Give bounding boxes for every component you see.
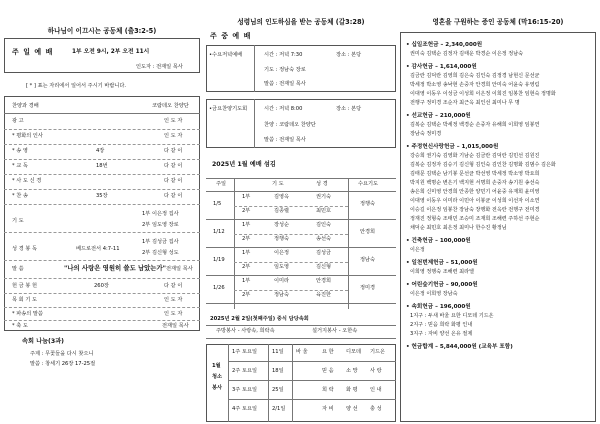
order-label: * 평화의 인사 <box>12 133 43 139</box>
order-right: 다 같 이 <box>164 163 183 169</box>
cleaning-week: 2주 토요일 <box>232 368 257 374</box>
order-label: * 찬 송 <box>12 193 28 199</box>
column-offering <box>400 0 596 350</box>
cleaning-label-1: 1월 <box>212 363 221 369</box>
roster-service: 1부 <box>242 250 251 256</box>
order-label: * 송 영 <box>12 148 28 154</box>
offering-names: 1지구 : 두새 바울 요한 디모데 기드온 <box>410 313 494 319</box>
wed-place: 장소 : 본당 <box>336 52 362 58</box>
offering-names: 2지구 : 믿음 희락 화평 인내 <box>410 322 473 328</box>
roster-scripture: 최민호 <box>316 208 332 214</box>
order-label: * 축 도 <box>12 323 28 329</box>
roster-scripture: 육진한 <box>316 292 332 298</box>
scripture-passage: 베드로전서 4:7-11 <box>76 246 120 252</box>
offering-hymn: 260장 <box>94 283 109 289</box>
order-label: 목 회 기 도 <box>12 297 37 303</box>
cleaning-group: 자 비 <box>322 406 334 412</box>
roster-date: 1/5 <box>213 201 222 207</box>
offering-names: 김복순 김정자 김승기 김신형 김인숙 김인찬 김명화 김범수 김은화 <box>410 162 556 168</box>
order-right: 다 같 이 <box>164 148 183 154</box>
order-right: 인 도 자 <box>164 297 183 303</box>
sunday-worship-time: 1부 오전 9시, 2부 오전 11시 <box>72 49 150 55</box>
cleaning-date: 11일 <box>272 349 284 355</box>
order-right: 인 도 자 <box>164 118 183 124</box>
order-mid: 4장 <box>96 148 105 154</box>
wed-word: 말씀 : 전재일 목사 <box>264 81 306 87</box>
col3-title: 영혼을 구원하는 증인 공동체 (막16:15-20) <box>432 18 564 26</box>
cleaning-week: 4주 토요일 <box>232 406 257 412</box>
fellowship-theme: 주제 : 무꽃들을 다시 찾으니 <box>30 351 94 357</box>
column-sunday <box>4 0 200 367</box>
fri-praise: 찬양 : 코람데오 찬양단 <box>264 122 316 128</box>
roster-prayer: 이미라 <box>274 278 290 284</box>
roster-scripture: 김신형 <box>316 264 332 270</box>
roster-prayer: 이은정 <box>274 250 290 256</box>
prayer-label: 기 도 <box>12 218 24 224</box>
offering-names: 강승희 권기숙 김영화 기남순 김금란 김덕란 김민선 김원진 <box>410 153 540 159</box>
order-right: 다 같 이 <box>164 193 183 199</box>
roster-prayer: 장성순 <box>274 222 290 228</box>
roster-scripture: 김성금 <box>316 250 332 256</box>
roster-prayer: 정남숙 <box>274 292 290 298</box>
cleaning-group: 바 울 <box>296 349 308 355</box>
fri-word: 말씀 : 전재일 목사 <box>264 137 306 143</box>
offering-names: 이희영 정행숙 조해련 최라엘 <box>410 269 474 275</box>
offering-heading: • 선교헌금 – 210,000원 <box>406 113 471 119</box>
fri-time: 시간 : 저녁 8:00 <box>264 106 303 112</box>
roster-head-wed: 수요기도 <box>358 181 379 187</box>
roster-service: 2부 <box>242 208 251 214</box>
roster-head-prayer: 기 도 <box>272 181 284 187</box>
cleaning-date: 2/1일 <box>272 406 286 412</box>
offering-names: 박지원 백명순 변은기 백지현 서명희 손중자 송기원 송선숙 <box>410 180 540 186</box>
wed-label: •수요저녁예배 <box>209 52 243 58</box>
offering-heading: • 헌금합계 – 5,844,000원 (교육부 포함) <box>406 344 513 350</box>
roster-title: 2025년 1월 예배 섬김 <box>212 161 276 168</box>
order-label: * 사 도 신 경 <box>12 178 42 184</box>
fri-place: 장소 : 본당 <box>336 106 362 112</box>
cleaning-label-3: 봉사 <box>212 385 223 391</box>
roster-wed: 정남숙 <box>360 257 376 263</box>
roster-date: 1/12 <box>213 229 225 235</box>
roster-prayer: 임도영 <box>274 264 290 270</box>
offering-names: 전행구 정미경 조순자 최근옥 최인선 최미나 무 명 <box>410 100 520 106</box>
scripture-label: 성 경 봉 독 <box>12 246 37 252</box>
offering-names: 박세정 박소영 송낙현 손중자 안경희 안미숙 어윤숙 유영림 <box>410 82 540 88</box>
roster-scripture: 김인숙 <box>316 222 332 228</box>
offering-names: 이승길 이은정 임봉찬 장남숙 장행화 전옥란 전행구 전미경 <box>410 207 540 213</box>
offering-heading: • 십일조헌금 – 2,340,000원 <box>406 42 483 48</box>
offering-heading: • 감사헌금 – 1,614,000원 <box>406 64 477 70</box>
order-right: 전재일 목사 <box>162 323 189 329</box>
meal-title: 2025년 2월 2일(첫째주일) 중식 담당속회 <box>210 316 309 322</box>
offering-names: 권미숙 김택순 김정자 김태운 박경순 이은정 정남숙 <box>410 51 524 57</box>
roster-prayer: 김종렬 <box>274 208 290 214</box>
cleaning-week: 3주 토요일 <box>232 387 257 393</box>
cleaning-group: 믿 음 <box>322 368 334 374</box>
roster-prayer: 김영옥 <box>274 194 290 200</box>
offering-names: 이대영 이동우 이미라 이민아 이봉균 이성희 이선자 이소연 <box>410 198 540 204</box>
praise-team: 코람데오 찬양단 <box>152 103 189 109</box>
roster-wed: 정행숙 <box>360 201 376 207</box>
sermon-preacher: 전재일 목사 <box>166 266 193 272</box>
roster-scripture: 송선숙 <box>316 236 332 242</box>
standing-note: [ * ] 표는 자리에서 일어서 주시기 바랍니다. <box>26 83 127 89</box>
roster-service: 1부 <box>242 222 251 228</box>
order-right: 다 같 이 <box>164 178 183 184</box>
order-label: 광 고 <box>12 118 24 124</box>
roster-service: 1부 <box>242 194 251 200</box>
cleaning-group: 기드온 <box>370 349 386 355</box>
order-mid: 35장 <box>96 193 108 199</box>
offering-names: 송은희 신미영 안경희 안종한 양민기 어윤중 유재희 윤미영 <box>410 189 540 195</box>
order-right: 인 도 자 <box>164 311 183 317</box>
cleaning-week: 1주 토요일 <box>232 349 257 355</box>
cleaning-date: 18일 <box>272 368 284 374</box>
order-label: * 파송의 말씀 <box>12 311 43 317</box>
cleaning-group: 화 평 <box>346 387 358 393</box>
offering-names: 정재진 정형숙 조태민 조승미 조재희 조해련 주하선 주현순 <box>410 216 540 222</box>
offering-names: 이은정 <box>410 247 425 253</box>
offering-names: 이대영 이동우 이성금 이성희 이은정 이희진 임봉찬 임현숙 정명화 <box>410 91 556 97</box>
fellowship-title: 속회 나눔(3과) <box>22 338 65 345</box>
offering-label: 헌 금 봉 헌 <box>12 283 37 289</box>
offering-list <box>406 36 592 350</box>
offering-names: 장남숙 정미경 <box>410 131 442 137</box>
scripture-second: 2부 김신형 성도 <box>142 250 179 256</box>
praise-label: 찬양과 경배 <box>12 103 39 109</box>
roster-scripture: 권기숙 <box>316 194 332 200</box>
offering-heading: • 건축헌금 – 100,000원 <box>406 238 471 244</box>
offering-names: 채덕순 최민호 최은정 최미나 한수진 황정님 <box>410 225 507 231</box>
sunday-worship-title: 주 일 예 배 <box>12 48 54 56</box>
cleaning-group: 충 성 <box>370 406 382 412</box>
offering-right: 다 같 이 <box>164 283 183 289</box>
scripture-first: 1부 김성금 집사 <box>142 239 179 245</box>
order-mid: 18번 <box>96 163 108 169</box>
roster-scripture: 안경희 <box>316 278 332 284</box>
order-right: 인 도 자 <box>164 133 183 139</box>
col2-title: 성령님의 인도하심을 받는 공동체 (갈3:28) <box>237 18 365 26</box>
offering-heading: • 어린숲기헌금 – 90,000원 <box>406 282 478 288</box>
offering-names: 김태문 김택순 남기봉 문선균 박선영 박세정 박소영 박요희 <box>410 171 540 177</box>
roster-head-date: 주일 <box>216 181 227 187</box>
cleaning-group: 디모데 <box>346 349 362 355</box>
offering-heading: • 일천번제헌금 – 51,000원 <box>406 260 478 266</box>
offering-names: 이은정 이희영 장남숙 <box>410 291 458 297</box>
cleaning-label-2: 청소 <box>212 374 223 380</box>
roster-service: 2부 <box>242 236 251 242</box>
roster-date: 1/26 <box>213 285 225 291</box>
column-weekday <box>206 0 396 412</box>
offering-heading: • 주정헌신사랑헌금 – 1,015,000원 <box>406 144 499 150</box>
wed-time: 시간 : 저녁 7:30 <box>264 52 303 58</box>
col1-title: 하나님이 이끄시는 공동체 (출3:2-5) <box>47 27 157 35</box>
cleaning-group: 인 내 <box>370 387 382 393</box>
sermon-label: 말 씀 <box>12 266 24 272</box>
cleaning-group: 사 랑 <box>370 368 382 374</box>
cleaning-group: 요 한 <box>322 349 334 355</box>
roster-head-scripture: 성 경 <box>316 181 328 187</box>
fri-label: •금요찬양기도회 <box>209 106 248 112</box>
offering-names: 김복순 김택순 박세정 백경순 손중자 유해희 이희영 임봉연 <box>410 122 540 128</box>
wed-prayer: 기도 : 정남숙 장로 <box>264 67 306 73</box>
roster-wed: 안경희 <box>360 229 376 235</box>
cleaning-date: 25일 <box>272 387 284 393</box>
fellowship-word: 말씀 : 창세기 26장 17-25절 <box>30 361 96 367</box>
roster-service: 1부 <box>242 278 251 284</box>
prayer-first: 1부 이은정 집사 <box>142 211 179 217</box>
sermon-title: "나의 사랑은 영원히 쓸도 남았는가" <box>64 264 166 272</box>
offering-names: 김금란 김덕란 김영희 김은숙 김인숙 김정경 남현신 문선균 <box>410 73 540 79</box>
weekday-worship-title: 주 중 예 배 <box>210 32 252 40</box>
roster-date: 1/19 <box>213 257 225 263</box>
offering-names: 3지구 : 자비 양선 온유 절제 <box>410 331 473 337</box>
roster-wed: 정미경 <box>360 285 376 291</box>
meal-kitchen: 주방봉사 - 사랑속, 희락속 <box>216 328 275 334</box>
cleaning-group: 양 선 <box>346 406 358 412</box>
roster-prayer: 정행숙 <box>274 236 290 242</box>
prayer-second: 2부 임도영 장로 <box>142 222 179 228</box>
cleaning-group: 희 락 <box>322 387 334 393</box>
roster-service: 2부 <box>242 292 251 298</box>
meal-dishes: 설거지봉사 - 오한속 <box>312 328 358 334</box>
cleaning-group: 소 망 <box>346 368 358 374</box>
roster-service: 2부 <box>242 264 251 270</box>
sunday-leader: 인도자 : 전재일 목사 <box>136 64 183 70</box>
offering-heading: • 속회헌금 – 196,000원 <box>406 304 471 310</box>
order-label: * 교 독 <box>12 163 28 169</box>
